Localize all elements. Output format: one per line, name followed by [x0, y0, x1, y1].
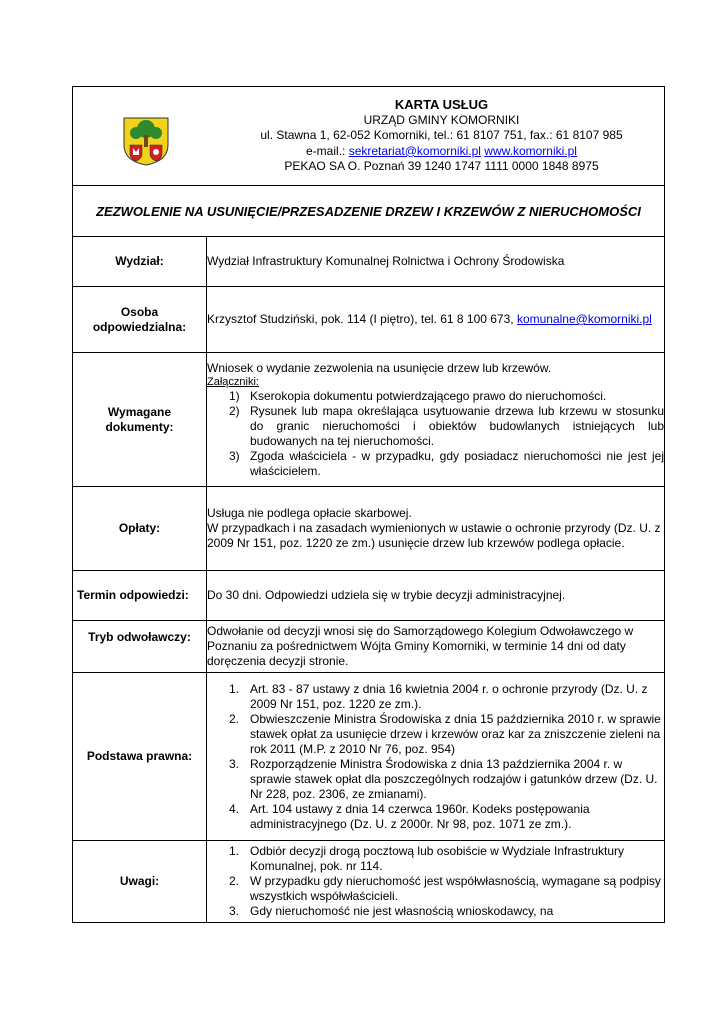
crest-icon — [121, 115, 171, 167]
documents-list — [207, 389, 664, 479]
legal-item: 1. Art. 83 - 87 ustawy z dnia 16 kwietnia 2004 r. o ochronie przyrody (Dz. U. z 2009 Nr 151, poz. 1220 ze zm.). — [229, 681, 648, 711]
website-link[interactable]: www.komorniki.pl — [484, 143, 577, 158]
row-person — [73, 287, 665, 353]
attachments-label: Załączniki: — [207, 375, 259, 388]
person-value — [207, 287, 665, 353]
email-label: e-mail.: — [306, 143, 349, 158]
note-item: 2. W przypadku gdy nieruchomość jest współwłasnością, wymagane są podpisy wszystkich współwłaścicieli. — [229, 874, 661, 903]
note-item: 3. Gdy nieruchomość nie jest własnością wnioskodawcy, na — [229, 904, 554, 918]
bank-account: PEKAO SA O. Poznań 39 1240 1747 1111 0000 1848 8975 — [284, 159, 599, 174]
legal-item-text: Obwieszczenie Ministra Środowiska z dnia 15 października 2010 r. w sprawie stawek opłat za usunięcie drzew i krzewów oraz kar za zniszczenie zieleni na rok 2011 (M.P. z 2010 Nr 76, poz. 954) — [250, 711, 661, 756]
row-legal — [73, 673, 665, 841]
legal-label: Podstawa prawna: — [73, 673, 207, 841]
documents-intro: Wniosek o wydanie zezwolenia na usunięcie drzew lub krzewów. — [207, 360, 552, 375]
legal-value — [207, 673, 665, 841]
row-fees — [73, 487, 665, 571]
service-title-row — [73, 186, 665, 237]
documents-label: Wymagane dokumenty: — [73, 353, 207, 487]
note-item-text: Odbiór decyzji drogą pocztową lub osobiście w Wydziale Infrastruktury Komunalnej, pok. nr 114. — [250, 844, 625, 873]
row-appeal — [73, 621, 665, 673]
legal-item: 4. Art. 104 ustawy z dnia 14 czerwca 1960r. Kodeks postępowania administracyjnego (Dz. U. z 2000r. Nr 98, poz. 1071 ze zm.). — [229, 801, 590, 831]
legal-item-text: Rozporządzenie Ministra Środowiska z dnia 13 października 2004 r. w sprawie stawek opłat dla poszczególnych rodzajów i gatunków drzew (Dz. U. Nr 228, poz. 2306, ze zmianami). — [250, 756, 658, 801]
document-item-text: Zgoda właściciela - w przypadku, gdy posiadacz nieruchomości nie jest jej właścicielem. — [250, 448, 664, 478]
row-deadline — [73, 571, 665, 621]
document-item: 1) Kserokopia dokumentu potwierdzającego prawo do nieruchomości. — [229, 388, 607, 403]
contact-line — [219, 144, 664, 160]
deadline-label: Termin odpowiedzi: — [73, 571, 207, 621]
notes-value — [207, 841, 665, 923]
department-value: Wydział Infrastruktury Komunalnej Rolnictwa i Ochrony Środowiska — [207, 237, 665, 287]
office-address: ul. Stawna 1, 62-052 Komorniki, tel.: 61 8107 751, fax.: 61 8107 985 — [260, 128, 623, 143]
card-title: KARTA USŁUG — [394, 97, 489, 113]
fees-value — [207, 487, 665, 571]
documents-value — [207, 353, 665, 487]
header-text — [219, 97, 664, 175]
note-item-text: W przypadku gdy nieruchomość jest współwłasnością, wymagane są podpisy wszystkich współwłaścicieli. — [250, 874, 661, 903]
legal-item: 3. Rozporządzenie Ministra Środowiska z dnia 13 października 2004 r. w sprawie stawek opłat dla poszczególnych rodzajów i gatunków drzew (Dz. U. Nr 228, poz. 2306, ze zmianami). — [229, 756, 658, 801]
document-item-text: Rysunek lub mapa określająca usytuowanie drzewa lub krzewu w stosunku do granic nieruchomości i obiektów budowlanych istniejących lub budowanych na tej nieruchomości. — [250, 403, 664, 448]
document-item: 3) Zgoda właściciela - w przypadku, gdy posiadacz nieruchomości nie jest jej właścicielem. — [229, 448, 664, 478]
legal-item: 2. Obwieszczenie Ministra Środowiska z dnia 15 października 2010 r. w sprawie stawek opłat za usunięcie drzew i krzewów oraz kar za zniszczenie zieleni na rok 2011 (M.P. z 2010 Nr 76, poz. 954) — [229, 711, 661, 756]
note-item: 1. Odbiór decyzji drogą pocztową lub osobiście w Wydziale Infrastruktury Komunalnej, pok. nr 114. — [229, 844, 625, 873]
department-label: Wydział: — [73, 237, 207, 287]
office-email-link[interactable]: sekretariat@komorniki.pl — [348, 143, 481, 158]
appeal-label: Tryb odwoławczy: — [73, 621, 207, 673]
service-card-table — [72, 86, 665, 923]
person-text: Krzysztof Studziński, pok. 114 (I piętro), tel. 61 8 100 673, — [207, 312, 517, 326]
service-title: ZEZWOLENIE NA USUNIĘCIE/PRZESADZENIE DRZEW I KRZEWÓW Z NIERUCHOMOŚCI — [73, 186, 665, 237]
header-row — [73, 87, 665, 186]
legal-list — [207, 682, 664, 832]
note-item-text: Gdy nieruchomość nie jest własnością wnioskodawcy, na — [250, 904, 554, 918]
legal-item-text: Art. 104 ustawy z dnia 14 czerwca 1960r. Kodeks postępowania administracyjnego (Dz. U. z 2000r. Nr 98, poz. 1071 ze zm.). — [250, 801, 590, 831]
row-notes — [73, 841, 665, 923]
office-name: URZĄD GMINY KOMORNIKI — [363, 112, 520, 127]
appeal-value: Odwołanie od decyzji wnosi się do Samorządowego Kolegium Odwoławczego w Poznaniu za pośrednictwem Wójta Gminy Komorniki, w terminie 14 dni od daty doręczenia decyzji stronie. — [207, 621, 665, 673]
deadline-value: Do 30 dni. Odpowiedzi udziela się w trybie decyzji administracyjnej. — [207, 571, 665, 621]
row-department — [73, 237, 665, 287]
row-documents — [73, 353, 665, 487]
header-cell — [73, 87, 665, 186]
notes-list — [207, 844, 664, 919]
fees-label: Opłaty: — [73, 487, 207, 571]
person-label: Osoba odpowiedzialna: — [73, 287, 207, 353]
fees-line-1: Usługa nie podlega opłacie skarbowej. — [207, 506, 412, 520]
person-email-link[interactable]: komunalne@komorniki.pl — [516, 312, 652, 326]
notes-label: Uwagi: — [73, 841, 207, 923]
document-item-text: Kserokopia dokumentu potwierdzającego prawo do nieruchomości. — [250, 388, 607, 403]
municipality-crest — [73, 105, 219, 167]
document-item: 2) Rysunek lub mapa określająca usytuowanie drzewa lub krzewu w stosunku do granic nieruchomości i obiektów budowlanych istniejących lub budowanych na tej nieruchomości. — [229, 403, 664, 448]
fees-line-2: W przypadkach i na zasadach wymienionych w ustawie o ochronie przyrody (Dz. U. z 2009 Nr 151, poz. 1220 ze zm.) usunięcie drzew lub krzewów podlega opłacie. — [207, 521, 661, 550]
legal-item-text: Art. 83 - 87 ustawy z dnia 16 kwietnia 2004 r. o ochronie przyrody (Dz. U. z 2009 Nr 151, poz. 1220 ze zm.). — [250, 681, 648, 711]
